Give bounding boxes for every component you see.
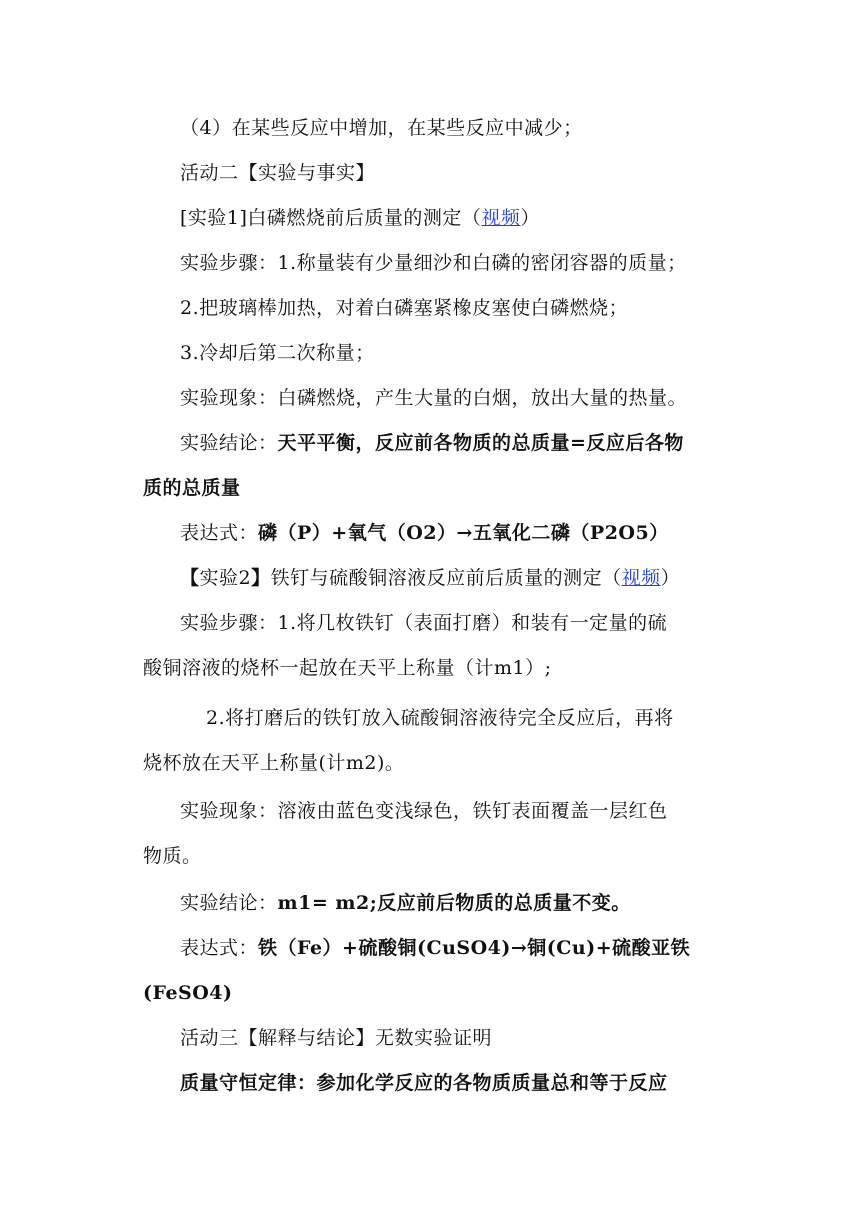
conservation-law-definition bbox=[0, 1071, 860, 1095]
text-line-14 bbox=[0, 706, 860, 730]
line-text: 实验现象：溶液由蓝色变浅绿色，铁钉表面覆盖一层红色 bbox=[180, 800, 668, 822]
text-line-16 bbox=[0, 799, 860, 823]
experiment-1-title bbox=[0, 206, 860, 230]
equation-text: 铁（Fe）+硫酸铜(CuSO4)→铜(Cu)+硫酸亚铁 bbox=[258, 937, 691, 959]
line-text: 活动三【解释与结论】无数实验证明 bbox=[180, 1027, 493, 1049]
line-text: （4）在某些反应中增加，在某些反应中减少； bbox=[180, 117, 583, 139]
line-text: ） bbox=[520, 207, 540, 229]
conclusion-text: 天平平衡，反应前各物质的总质量=反应后各物 bbox=[277, 432, 684, 454]
video-link-1[interactable]: 视频 bbox=[481, 207, 521, 229]
section-heading-activity-3 bbox=[0, 1026, 860, 1050]
line-label: 表达式： bbox=[180, 522, 259, 544]
conclusion-text: m1= m2;反应前后物质的总质量不变。 bbox=[277, 892, 631, 914]
line-text: 铁钉与硫酸铜溶液反应前后质量的测定（ bbox=[270, 567, 622, 589]
text-line-6 bbox=[0, 341, 860, 365]
line-text: 酸铜溶液的烧杯一起放在天平上称量（计m1）; bbox=[143, 657, 552, 679]
conclusion-1-line-a bbox=[0, 431, 860, 455]
line-text: 2.将打磨后的铁钉放入硫酸铜溶液待完全反应后，再将 bbox=[206, 707, 674, 729]
line-label: 表达式： bbox=[180, 937, 259, 959]
line-text: ） bbox=[660, 567, 681, 589]
text-line-1 bbox=[0, 116, 860, 140]
text-line-17 bbox=[0, 844, 860, 868]
expression-1 bbox=[0, 521, 860, 545]
conclusion-text: 质的总质量 bbox=[143, 477, 241, 499]
experiment-2-title bbox=[0, 566, 860, 590]
line-text: 物质。 bbox=[143, 845, 202, 867]
line-text: 实验步骤：1.称量装有少量细沙和白磷的密闭容器的质量； bbox=[180, 252, 687, 274]
video-link-2[interactable]: 视频 bbox=[621, 567, 661, 589]
line-text: 实验2 bbox=[199, 567, 252, 589]
text-line-13 bbox=[0, 656, 860, 680]
line-text: 活动二【实验与事实】 bbox=[180, 162, 376, 184]
line-text: 2.把玻璃棒加热，对着白磷塞紧橡皮塞使白磷燃烧； bbox=[180, 297, 629, 319]
equation-text: 磷（P）+氧气（O2）→五氧化二磷（P2O5） bbox=[258, 522, 669, 544]
line-text: [实验1]白磷燃烧前后质量的测定（ bbox=[180, 207, 482, 229]
expression-2-line-a bbox=[0, 936, 860, 960]
conclusion-2 bbox=[0, 891, 860, 915]
line-label: 实验结论： bbox=[180, 892, 278, 914]
expression-2-line-b bbox=[0, 981, 860, 1005]
bracket-open: 【 bbox=[180, 567, 200, 589]
line-text: 3.冷却后第二次称量； bbox=[180, 342, 375, 364]
text-line-7 bbox=[0, 386, 860, 410]
text-line-15 bbox=[0, 751, 860, 775]
bracket-close: 】 bbox=[251, 567, 271, 589]
equation-text: (FeSO4) bbox=[143, 982, 233, 1004]
line-text: 烧杯放在天平上称量(计m2)。 bbox=[143, 752, 405, 774]
line-text: 实验现象：白磷燃烧，产生大量的白烟，放出大量的热量。 bbox=[180, 387, 688, 409]
section-heading-activity-2 bbox=[0, 161, 860, 185]
conclusion-1-line-b bbox=[0, 476, 860, 500]
text-line-5 bbox=[0, 296, 860, 320]
text-line-4 bbox=[0, 251, 860, 275]
text-line-12 bbox=[0, 611, 860, 635]
line-label: 实验结论： bbox=[180, 432, 278, 454]
definition-text: 质量守恒定律：参加化学反应的各物质质量总和等于反应 bbox=[180, 1072, 668, 1094]
line-text: 实验步骤：1.将几枚铁钉（表面打磨）和装有一定量的硫 bbox=[180, 612, 668, 634]
